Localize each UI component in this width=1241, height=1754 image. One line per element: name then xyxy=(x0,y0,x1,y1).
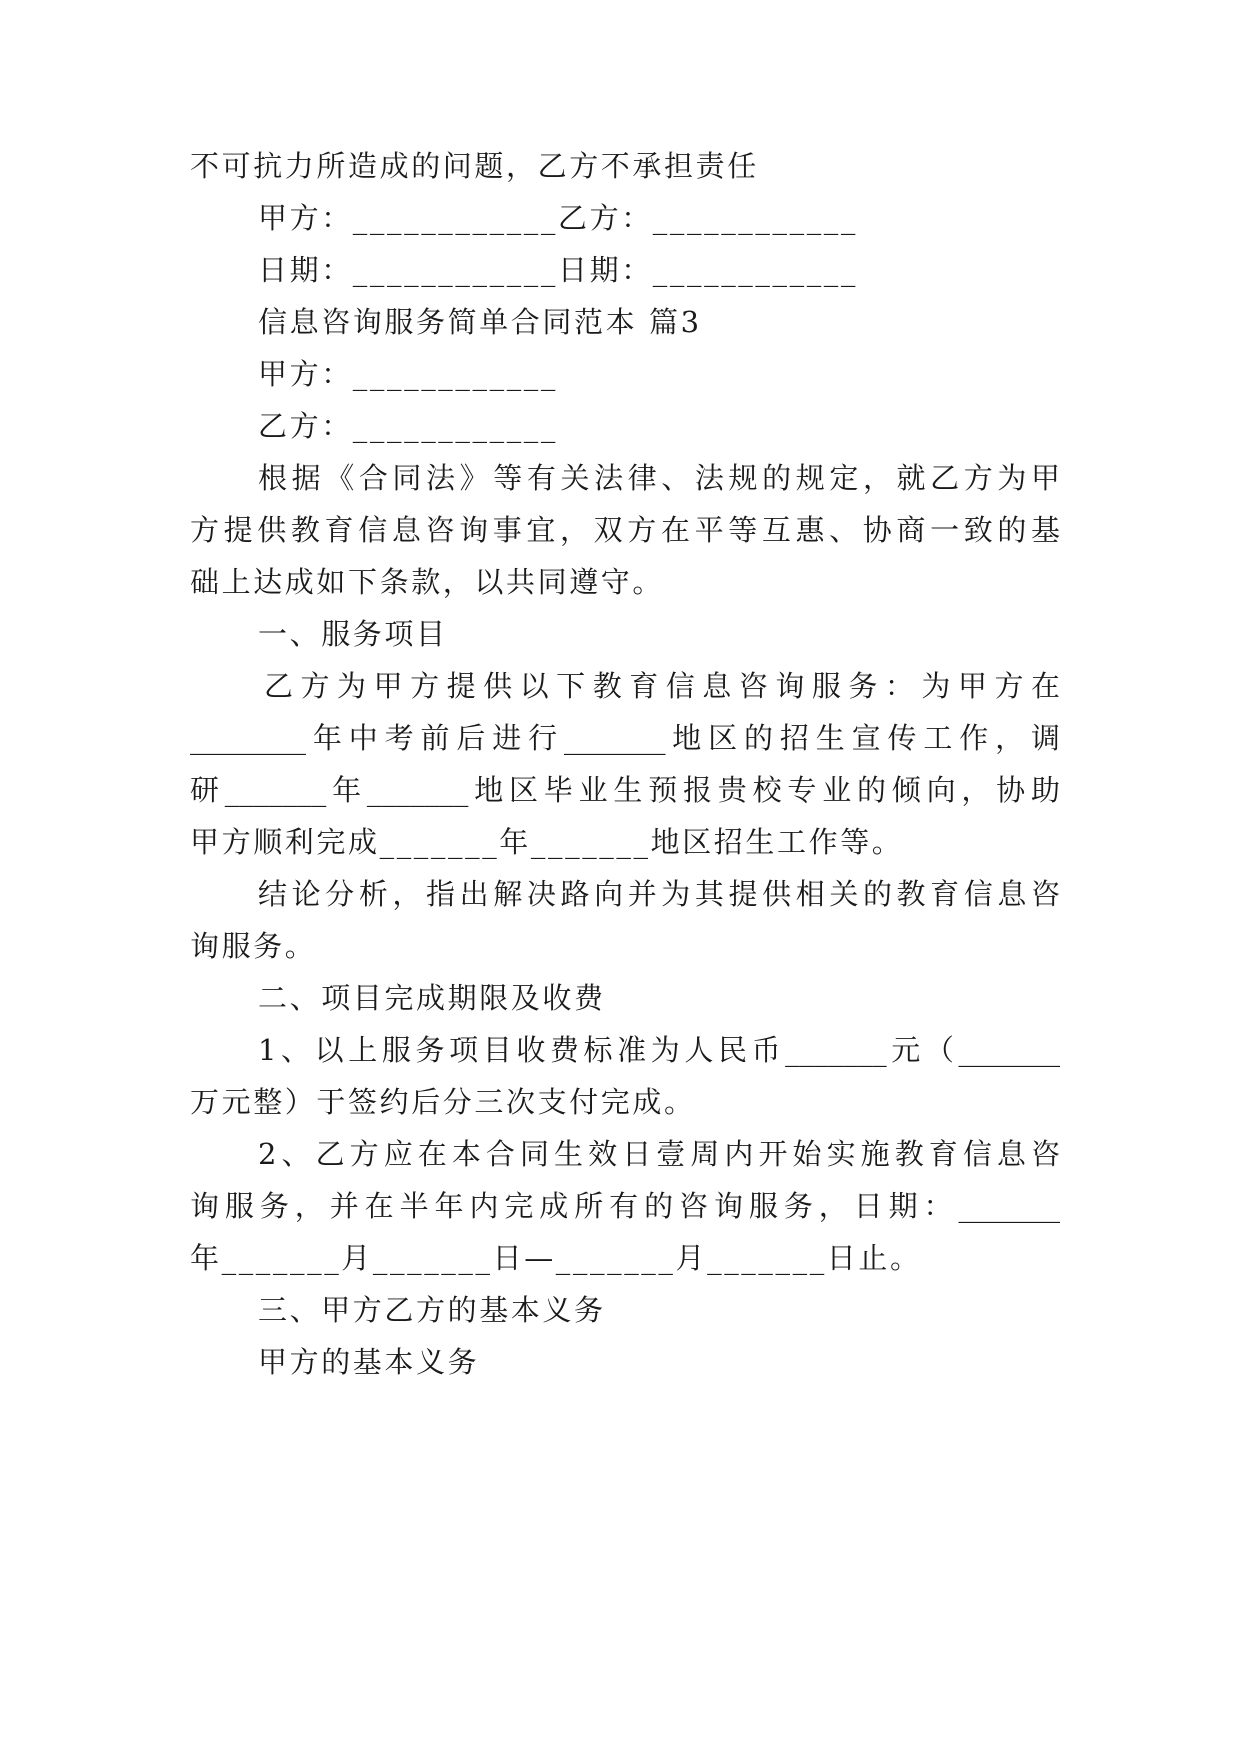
party-b-line: 乙方：____________ xyxy=(258,409,558,443)
signature-line-dates: 日期：____________日期：____________ xyxy=(258,253,858,287)
paragraph-line: 1、以上服务项目收费标准为人民币_______元（_______ xyxy=(258,1033,1060,1067)
paragraph-line: 年_______月_______日—_______月_______日止。 xyxy=(190,1241,922,1275)
paragraph-line: 乙方为甲方提供以下教育信息咨询服务：为甲方在 xyxy=(264,669,1060,703)
paragraph-line: 万元整）于签约后分三次支付完成。 xyxy=(190,1085,696,1119)
subheading-party-a-obligations: 甲方的基本义务 xyxy=(258,1345,480,1379)
paragraph-line: 甲方顺利完成_______年_______地区招生工作等。 xyxy=(190,825,904,859)
paragraph-line: 2、乙方应在本合同生效日壹周内开始实施教育信息咨 xyxy=(258,1137,1060,1171)
signature-line-parties: 甲方：____________乙方：____________ xyxy=(258,201,858,235)
paragraph-line: 研_______年_______地区毕业生预报贵校专业的倾向，协助 xyxy=(190,773,1060,807)
heading-basic-obligations: 三、甲方乙方的基本义务 xyxy=(258,1293,606,1327)
paragraph-line: 询服务，并在半年内完成所有的咨询服务，日期：_______ xyxy=(190,1189,1060,1223)
paragraph-line: 根据《合同法》等有关法律、法规的规定，就乙方为甲 xyxy=(258,461,1060,495)
paragraph-line: 础上达成如下条款，以共同遵守。 xyxy=(190,565,665,599)
heading-deadline-fees: 二、项目完成期限及收费 xyxy=(258,981,606,1015)
section-title: 信息咨询服务简单合同范本 篇3 xyxy=(258,305,702,339)
party-a-line: 甲方：____________ xyxy=(258,357,558,391)
text-line-force-majeure: 不可抗力所造成的问题，乙方不承担责任 xyxy=(190,149,759,183)
paragraph-line: ________年中考前后进行_______地区的招生宣传工作，调 xyxy=(190,721,1060,755)
paragraph-line: 结论分析，指出解决路向并为其提供相关的教育信息咨 xyxy=(258,877,1060,911)
paragraph-line: 方提供教育信息咨询事宜，双方在平等互惠、协商一致的基 xyxy=(190,513,1060,547)
heading-service-items: 一、服务项目 xyxy=(258,617,448,651)
paragraph-line: 询服务。 xyxy=(190,929,317,963)
